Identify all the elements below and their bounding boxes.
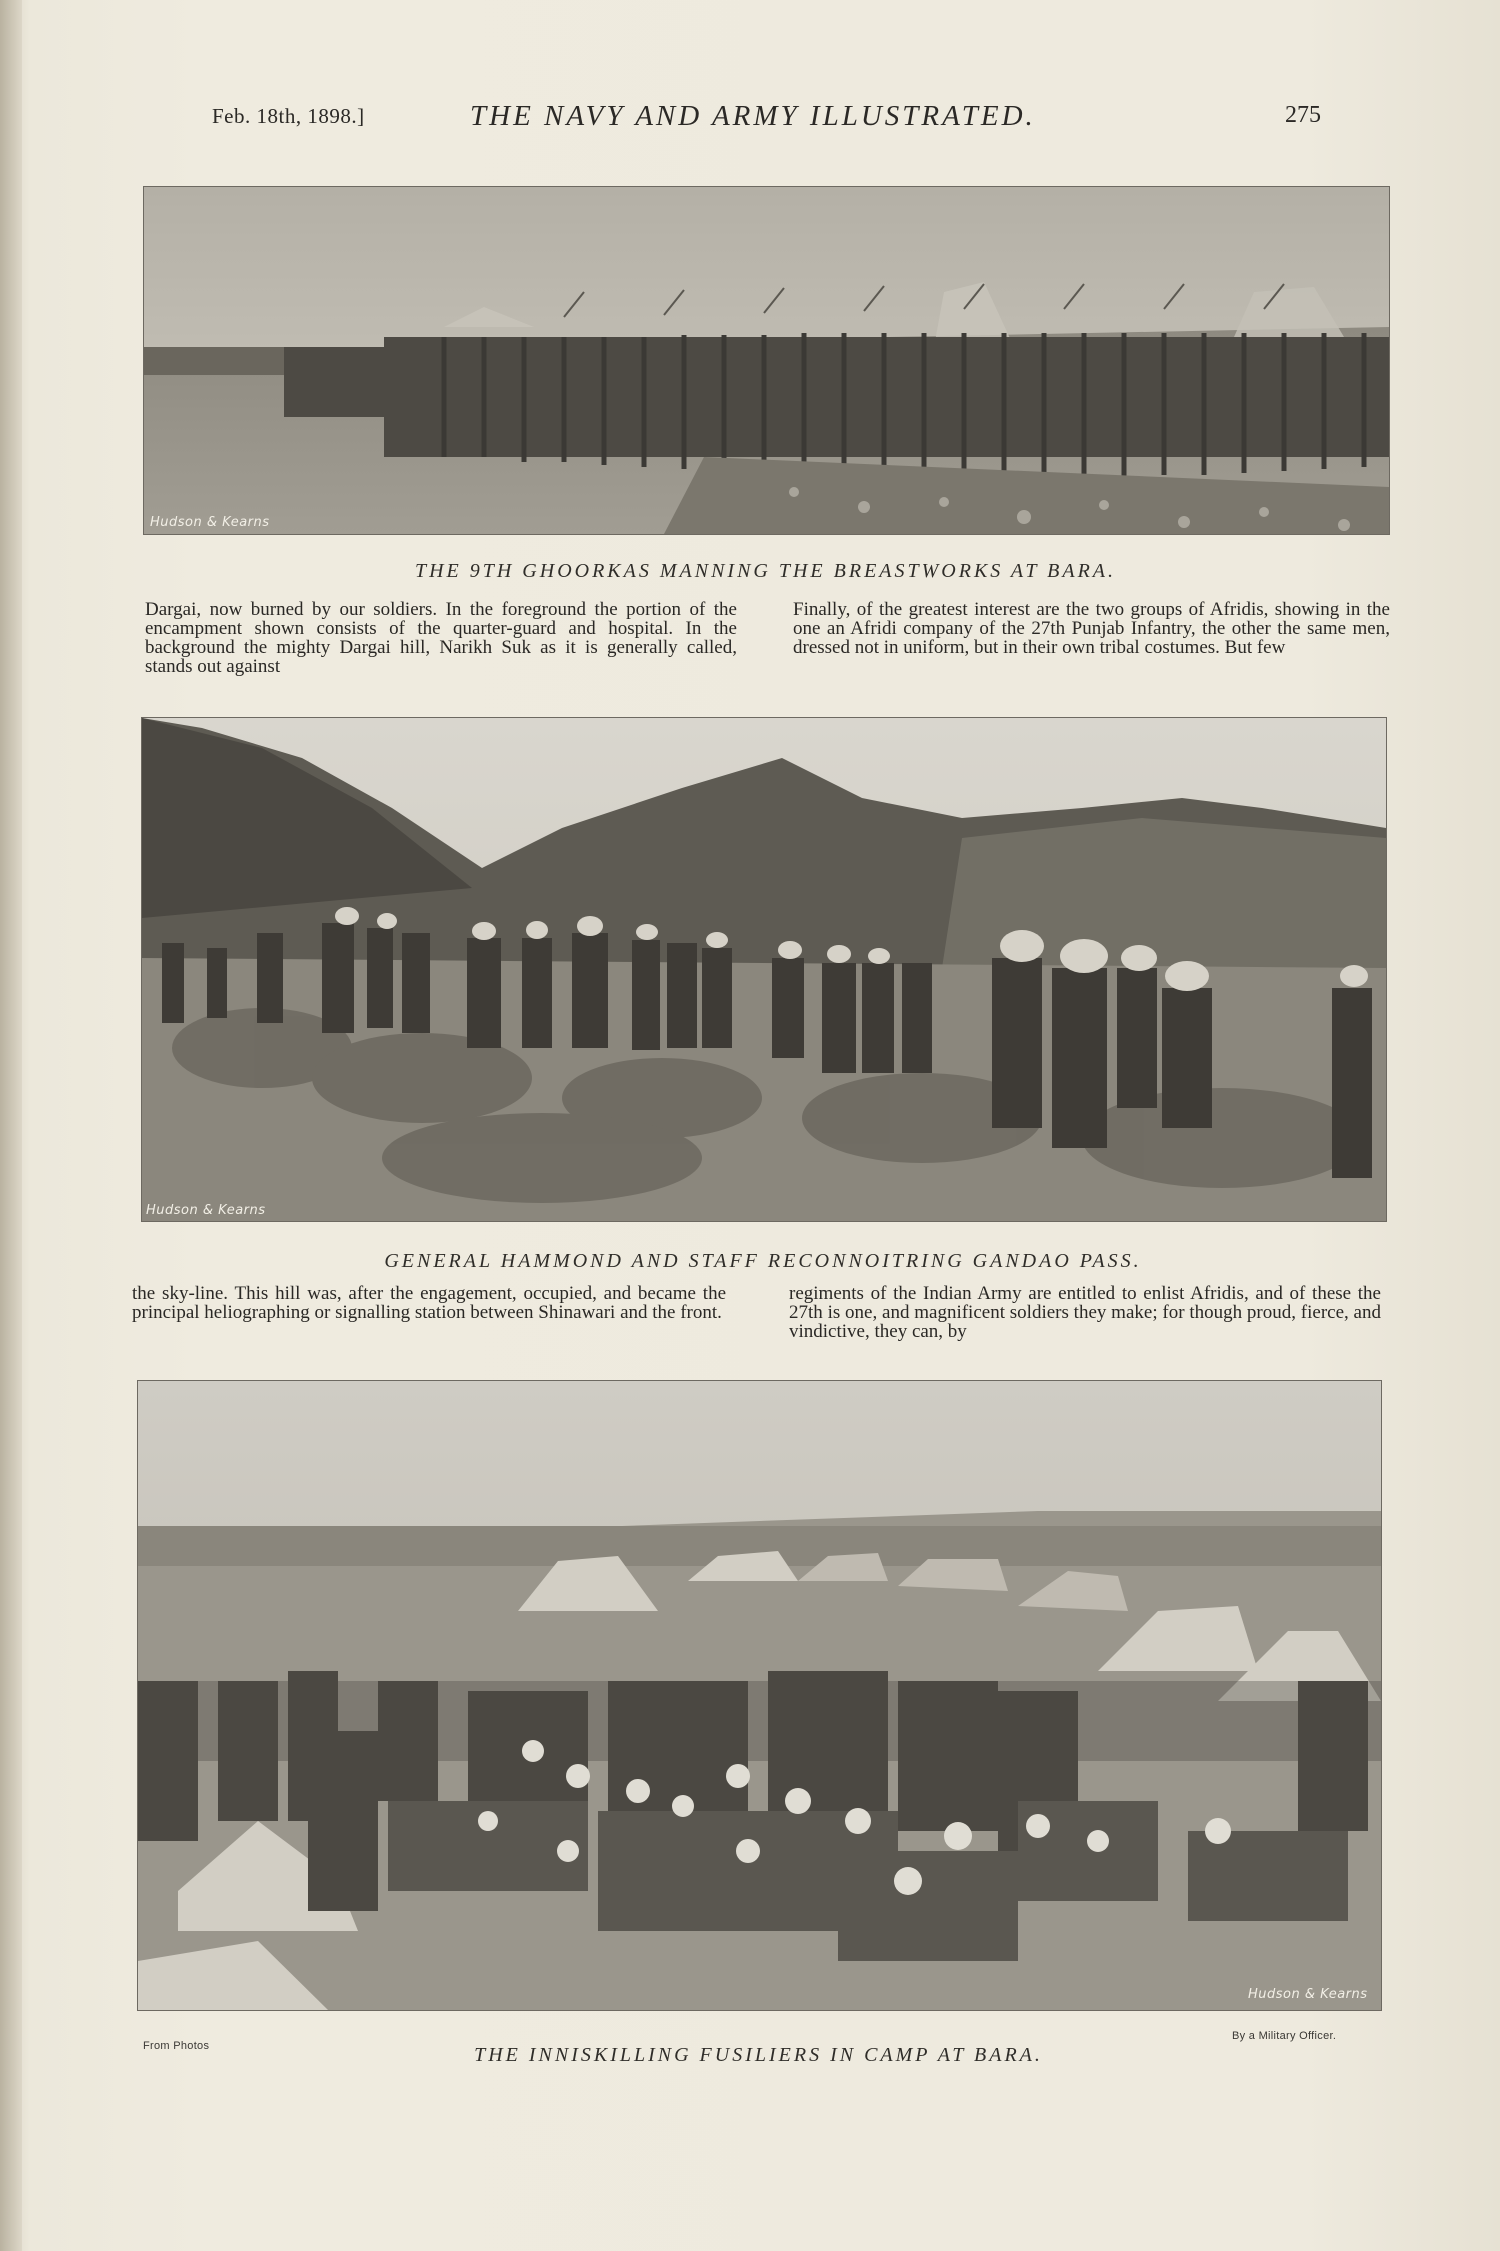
photo-credit: Hudson & Kearns bbox=[150, 515, 270, 530]
photo-1-image bbox=[144, 187, 1389, 534]
photo-credit: Hudson & Kearns bbox=[146, 1203, 266, 1218]
photo-3-image bbox=[138, 1381, 1381, 2010]
text-column-right-2: regiments of the Indian Army are entitled to enlist Afridis, and of these the 27th is one, and magnificent soldiers they make; for though proud, fierce, and vindictive, they can, by bbox=[789, 1283, 1381, 1342]
photo-3-caption: THE INNISKILLING FUSILIERS IN CAMP AT BARA. bbox=[474, 2044, 1043, 2066]
photo-general-hammond bbox=[141, 717, 1387, 1222]
publication-title: THE NAVY AND ARMY ILLUSTRATED. bbox=[470, 100, 1036, 132]
running-header bbox=[0, 100, 1500, 140]
photo-credit: Hudson & Kearns bbox=[1248, 1987, 1368, 2002]
photo-inniskilling-fusiliers bbox=[137, 1380, 1382, 2011]
photo-source-note: From Photos bbox=[143, 2040, 210, 2052]
text-column-right-1: Finally, of the greatest interest are the two groups of Afridis, showing in the one an Afridi company of the 27th Punjab Infantry, the other the same men, dressed not in uniform, but in their own tribal costumes. But few bbox=[793, 599, 1390, 658]
photo-2-image bbox=[142, 718, 1386, 1221]
photographer-note: By a Military Officer. bbox=[1232, 2030, 1337, 2042]
text-column-left-2: the sky-line. This hill was, after the engagement, occupied, and became the principal heliographing or signalling station between Shinawari and the front. bbox=[132, 1283, 726, 1323]
text-column-left-1: Dargai, now burned by our soldiers. In the foreground the portion of the encampment shown consists of the quarter-guard and hospital. In the background the mighty Dargai hill, Narikh Suk as it is generally called, stands out against bbox=[145, 599, 737, 677]
photo-2-caption: GENERAL HAMMOND AND STAFF RECONNOITRING GANDAO PASS. bbox=[384, 1250, 1142, 1272]
page-number: 275 bbox=[1285, 102, 1321, 128]
photo-1-caption: THE 9TH GHOORKAS MANNING THE BREASTWORKS AT BARA. bbox=[414, 560, 1117, 582]
issue-date: Feb. 18th, 1898.] bbox=[212, 104, 365, 128]
page-gutter bbox=[0, 0, 22, 2251]
photo-ghoorkas-breastworks bbox=[143, 186, 1390, 535]
